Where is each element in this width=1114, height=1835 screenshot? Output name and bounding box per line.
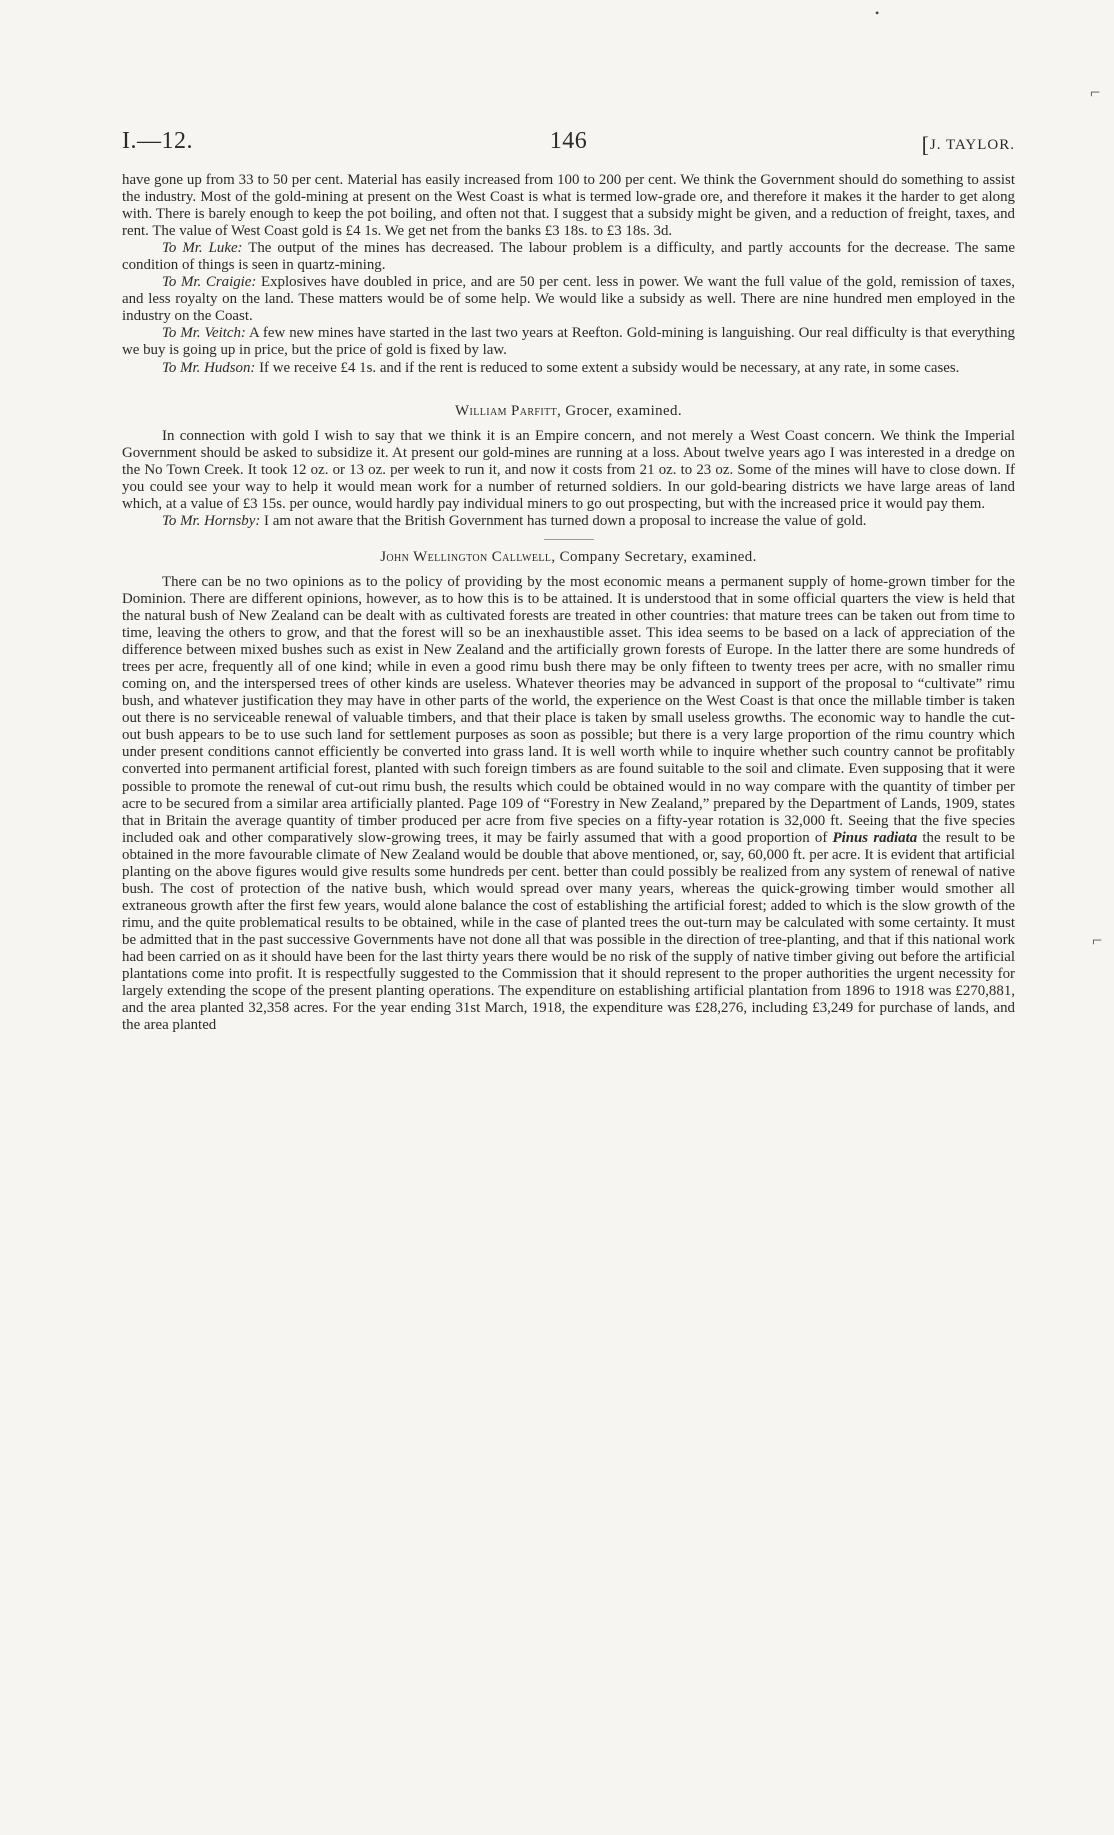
answer-hudson-text: If we receive £4 1s. and if the rent is reduced to some extent a subsidy would be necessary, at any rate, in some cases.	[255, 359, 960, 376]
questioner-hornsby: To Mr. Hornsby:	[162, 512, 261, 529]
witness-heading-parfitt	[122, 403, 1015, 420]
spacer	[122, 377, 1015, 403]
answer-luke-text: The output of the mines has decreased. The labour problem is a difficulty, and partly accounts for the decrease. The same condition of things is seen in quartz-mining.	[122, 240, 1015, 274]
questioner-luke: To Mr. Luke:	[162, 240, 243, 257]
answer-craigie-text: Explosives have doubled in price, and are 50 per cent. less in power. We want the full value of the gold, remission of taxes, and less royalty on the land. These matters would be of some help. We would like a subsidy as well. There are nine hundred men employed in the industry on the Coast.	[122, 274, 1015, 325]
parliamentary-paper-number: I.—12.	[122, 128, 193, 154]
speck-mark: •	[875, 6, 880, 20]
answer-to-luke	[122, 240, 1015, 274]
document-body	[122, 172, 1015, 1034]
species-name-italic: Pinus radiata	[832, 829, 918, 846]
spacer	[122, 530, 1015, 539]
spacer	[122, 540, 1015, 549]
witness-heading-callwell	[122, 549, 1015, 566]
answer-to-hornsby	[122, 513, 1015, 530]
answer-veitch-text: A few new mines have started in the last two years at Reefton. Gold-mining is languishing. Our real difficulty is that everything we buy is going up in price, but the price of gold is fixed by law.	[122, 325, 1015, 359]
page-header	[122, 128, 1015, 158]
page-number: 146	[549, 128, 588, 154]
witness-running-head-text: J. TAYLOR.	[929, 137, 1015, 153]
paragraph-callwell-part-a: There can be no two opinions as to the policy of providing by the most economic means a permanent supply of home-grown timber for the Dominion. There are different opinions, however, as to how this is to be attained. It is understood that in some official quarters the view is held that the natural bush of New Zealand can be dealt with as cultivated forests are treated in other countries: that mature trees can be taken out from time to time, leaving the others to grow, and that the forest will so be an inexhaustible asset. This idea seems to be based on a lack of appreciation of the difference between mixed bushes such as exist in New Zealand and the artificially grown forests of Europe. In the latter there are some hundreds of trees per acre, frequently all of one kind; while in even a good rimu bush there may be only fifteen to twenty trees per acre, with no smaller rimu coming on, and the interspersed trees of other kinds are useless. Whatever theories may be advanced in support of the proposal to “cultivate” rimu bush, and whatever justification they may have in other parts of the world, the experience on the West Coast is that once the millable timber is taken out there is no serviceable renewal of valuable timbers, and that their place is taken by small useless growths. The economic way to handle the cut-out bush appears to be to use such land for settlement purposes as soon as possible; but there is a very large proportion of the rimu country which under present conditions cannot efficiently be converted into grass land. It is well worth while to inquire whether such country cannot be profitably converted into permanent artificial forest, planted with such foreign timbers as are found suitable to the soil and climate. Even supposing that it were possible to promote the renewal of cut-out rimu bush, the results which could be obtained would in no way compare with the quantity of timber per acre to be secured from a similar area artificially planted. Page 109 of “Forestry in New Zealand,” prepared by the Department of Lands, 1909, states that in Britain the average quantity of timber produced per acre from five species on a fifty-year rotation is 32,000 ft. Seeing that the five species included oak and other comparatively slow-growing trees, it may be fairly assumed that with a good proportion of	[122, 573, 1015, 846]
answer-to-craigie	[122, 274, 1015, 325]
paragraph-parfitt: In connection with gold I wish to say that we think it is an Empire concern, and not merely a West Coast concern. We think the Imperial Government should be asked to subsidize it. At present our gold-mines are running at a loss. About twelve years ago I was interested in a dredge on the No Town Creek. It took 12 oz. or 13 oz. per week to run it, and now it costs from 21 oz. to 23 oz. Some of the mines will have to close down. If you could see your way to help it would mean work for a number of returned soldiers. In our gold-bearing districts we have large areas of land which, at a value of £3 15s. per ounce, would hardly pay individual miners to go out prospecting, but with the increased price it would pay them.	[122, 427, 1015, 512]
paragraph-callwell	[122, 574, 1015, 1034]
margin-mark-top: ⌐	[1090, 82, 1101, 102]
spacer	[122, 420, 1015, 428]
witness-name-parfitt: William Parfitt	[455, 402, 558, 419]
witness-name-callwell: John Wellington Callwell	[380, 548, 552, 565]
questioner-craigie: To Mr. Craigie:	[162, 274, 257, 291]
witness-running-head: [J. TAYLOR.	[921, 132, 1015, 157]
answer-to-veitch	[122, 325, 1015, 359]
paragraph-callwell-part-b: the result to be obtained in the more favourable climate of New Zealand would be double that above mentioned, or, say, 60,000 ft. per acre. It is evident that artificial planting on the above figures would give results some hundreds per cent. better than could possibly be realized from any system of renewal of native bush. The cost of protection of the native bush, which would spread over many years, whereas the quick-growing timber would smother all extraneous growth after the first few years, would alone balance the cost of establishing the artificial forest; added to which is the slow growth of the rimu, and the quite problematical results to be obtained, while in the case of planted trees the out-turn may be calculated with some certainty. It must be admitted that in the past successive Governments have not done all that was possible in the direction of tree-planting, and that if this national work had been carried on as it should have been for the last thirty years there would be no risk of the supply of native timber giving out before the artificial plantations come into profit. It is respectfully suggested to the Commission that it should represent to the proper authorities the urgent necessity for largely extending the scope of the present planting operations. The expenditure on establishing artificial plantation from 1896 to 1918 was £270,881, and the area planted 32,358 acres. For the year ending 31st March, 1918, the expenditure was £28,276, including £3,249 for purchase of lands, and the area planted	[122, 829, 1015, 1034]
answer-hornsby-text: I am not aware that the British Government has turned down a proposal to increase the value of gold.	[260, 512, 867, 529]
spacer	[122, 566, 1015, 574]
paragraph-continued: have gone up from 33 to 50 per cent. Material has easily increased from 100 to 200 per cent. We think the Government should do something to assist the industry. Most of the gold-mining at present on the West Coast is what is termed low-grade ore, and therefore it makes it the harder to get along with. There is barely enough to keep the pot boiling, and often not that. I suggest that a subsidy might be given, and a reduction of freight, taxes, and rent. The value of West Coast gold is £4 1s. We get net from the banks £3 18s. to £3 18s. 3d.	[122, 172, 1015, 240]
witness-role-callwell: , Company Secretary, examined.	[551, 548, 757, 565]
answer-to-hudson	[122, 360, 1015, 377]
questioner-veitch: To Mr. Veitch:	[162, 325, 246, 342]
margin-mark-middle: ⌐	[1092, 930, 1103, 950]
witness-role-parfitt: , Grocer, examined.	[557, 402, 682, 419]
questioner-hudson: To Mr. Hudson:	[162, 359, 256, 376]
